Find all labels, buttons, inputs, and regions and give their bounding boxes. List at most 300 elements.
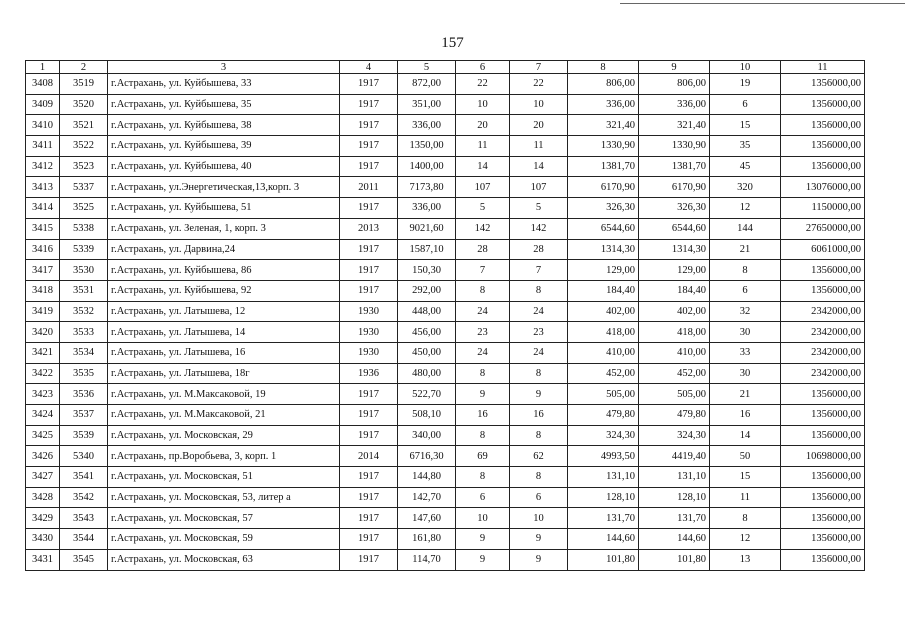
table-cell-col-7: 24 — [510, 342, 568, 363]
table-cell-col-6: 9 — [456, 384, 510, 405]
table-cell-col-11: 1356000,00 — [781, 260, 865, 281]
table-cell-col-8: 1381,70 — [568, 156, 639, 177]
table-cell-col-1: 3420 — [26, 322, 60, 343]
table-cell-col-11: 1356000,00 — [781, 74, 865, 95]
table-cell-col-1: 3408 — [26, 74, 60, 95]
table-cell-col-8: 402,00 — [568, 301, 639, 322]
table-cell-col-7: 6 — [510, 487, 568, 508]
table-cell-col-10: 35 — [710, 136, 781, 157]
table-cell-col-11: 13076000,00 — [781, 177, 865, 198]
table-cell-col-10: 320 — [710, 177, 781, 198]
table-cell-col-10: 6 — [710, 94, 781, 115]
table-cell-col-11: 2342000,00 — [781, 322, 865, 343]
table-cell-col-2: 3531 — [60, 280, 108, 301]
column-header-9: 9 — [639, 61, 710, 74]
top-edge-line — [620, 3, 905, 4]
table-row — [26, 425, 865, 446]
table-cell-col-10: 13 — [710, 549, 781, 570]
table-cell-col-8: 129,00 — [568, 260, 639, 281]
table-cell-col-2: 3521 — [60, 115, 108, 136]
table-cell-col-11: 10698000,00 — [781, 446, 865, 467]
table-cell-col-4: 2011 — [340, 177, 398, 198]
table-row — [26, 280, 865, 301]
table-cell-col-4: 1917 — [340, 136, 398, 157]
table-cell-col-8: 184,40 — [568, 280, 639, 301]
table-cell-col-10: 14 — [710, 425, 781, 446]
table-cell-col-10: 33 — [710, 342, 781, 363]
table-cell-col-11: 27650000,00 — [781, 218, 865, 239]
table-cell-col-7: 11 — [510, 136, 568, 157]
table-row — [26, 405, 865, 426]
table-cell-col-5: 9021,60 — [398, 218, 456, 239]
table-cell-col-3: г.Астрахань, ул. Куйбышева, 33 — [108, 74, 340, 95]
table-cell-col-10: 8 — [710, 508, 781, 529]
table-cell-col-10: 50 — [710, 446, 781, 467]
table-cell-col-11: 1356000,00 — [781, 487, 865, 508]
table-cell-col-1: 3423 — [26, 384, 60, 405]
column-header-4: 4 — [340, 61, 398, 74]
table-cell-col-8: 410,00 — [568, 342, 639, 363]
table-cell-col-8: 131,70 — [568, 508, 639, 529]
table-cell-col-3: г.Астрахань, ул. Московская, 59 — [108, 529, 340, 550]
table-cell-col-2: 3533 — [60, 322, 108, 343]
table-cell-col-2: 5340 — [60, 446, 108, 467]
table-cell-col-11: 1356000,00 — [781, 94, 865, 115]
table-cell-col-3: г.Астрахань, ул. Московская, 53, литер а — [108, 487, 340, 508]
table-cell-col-11: 2342000,00 — [781, 342, 865, 363]
table-cell-col-1: 3425 — [26, 425, 60, 446]
table-cell-col-6: 22 — [456, 74, 510, 95]
table-cell-col-8: 131,10 — [568, 467, 639, 488]
table-cell-col-9: 4419,40 — [639, 446, 710, 467]
table-cell-col-5: 872,00 — [398, 74, 456, 95]
table-cell-col-5: 340,00 — [398, 425, 456, 446]
table-cell-col-7: 107 — [510, 177, 568, 198]
table-cell-col-4: 1936 — [340, 363, 398, 384]
table-cell-col-1: 3428 — [26, 487, 60, 508]
table-cell-col-3: г.Астрахань, ул. Дарвина,24 — [108, 239, 340, 260]
table-cell-col-2: 3519 — [60, 74, 108, 95]
table-cell-col-10: 12 — [710, 198, 781, 219]
table-cell-col-9: 101,80 — [639, 549, 710, 570]
table-cell-col-5: 456,00 — [398, 322, 456, 343]
table-cell-col-6: 10 — [456, 94, 510, 115]
table-cell-col-9: 806,00 — [639, 74, 710, 95]
table-cell-col-6: 11 — [456, 136, 510, 157]
table-cell-col-9: 1381,70 — [639, 156, 710, 177]
table-cell-col-5: 142,70 — [398, 487, 456, 508]
table-cell-col-2: 3543 — [60, 508, 108, 529]
table-cell-col-8: 336,00 — [568, 94, 639, 115]
table-cell-col-9: 131,70 — [639, 508, 710, 529]
table-cell-col-1: 3426 — [26, 446, 60, 467]
table-cell-col-6: 6 — [456, 487, 510, 508]
table-row — [26, 549, 865, 570]
table-cell-col-9: 184,40 — [639, 280, 710, 301]
table-cell-col-3: г.Астрахань, ул. М.Максаковой, 19 — [108, 384, 340, 405]
table-cell-col-11: 1356000,00 — [781, 529, 865, 550]
table-cell-col-6: 69 — [456, 446, 510, 467]
table-cell-col-1: 3418 — [26, 280, 60, 301]
table-cell-col-10: 16 — [710, 405, 781, 426]
table-cell-col-6: 142 — [456, 218, 510, 239]
table-cell-col-2: 3545 — [60, 549, 108, 570]
table-cell-col-10: 6 — [710, 280, 781, 301]
table-cell-col-4: 1917 — [340, 405, 398, 426]
table-cell-col-2: 3525 — [60, 198, 108, 219]
table-cell-col-9: 129,00 — [639, 260, 710, 281]
table-cell-col-6: 9 — [456, 549, 510, 570]
table-row — [26, 177, 865, 198]
table-cell-col-4: 1917 — [340, 467, 398, 488]
table-cell-col-7: 10 — [510, 94, 568, 115]
table-cell-col-8: 324,30 — [568, 425, 639, 446]
table-cell-col-1: 3422 — [26, 363, 60, 384]
table-cell-col-8: 326,30 — [568, 198, 639, 219]
table-cell-col-5: 161,80 — [398, 529, 456, 550]
table-cell-col-5: 450,00 — [398, 342, 456, 363]
table-cell-col-4: 1917 — [340, 239, 398, 260]
table-cell-col-8: 101,80 — [568, 549, 639, 570]
table-cell-col-11: 1356000,00 — [781, 384, 865, 405]
housing-registry-table — [25, 60, 865, 571]
table-cell-col-1: 3410 — [26, 115, 60, 136]
table-cell-col-11: 2342000,00 — [781, 363, 865, 384]
table-cell-col-5: 114,70 — [398, 549, 456, 570]
table-row — [26, 384, 865, 405]
table-row — [26, 508, 865, 529]
table-cell-col-8: 4993,50 — [568, 446, 639, 467]
table-cell-col-3: г.Астрахань, ул. Куйбышева, 40 — [108, 156, 340, 177]
table-cell-col-10: 19 — [710, 74, 781, 95]
table-cell-col-7: 9 — [510, 549, 568, 570]
table-cell-col-10: 15 — [710, 467, 781, 488]
table-row — [26, 218, 865, 239]
table-cell-col-1: 3411 — [26, 136, 60, 157]
table-cell-col-5: 292,00 — [398, 280, 456, 301]
table-cell-col-4: 1917 — [340, 115, 398, 136]
table-cell-col-4: 1917 — [340, 549, 398, 570]
table-cell-col-4: 1917 — [340, 425, 398, 446]
table-cell-col-5: 480,00 — [398, 363, 456, 384]
table-row — [26, 136, 865, 157]
table-cell-col-1: 3421 — [26, 342, 60, 363]
table-cell-col-8: 505,00 — [568, 384, 639, 405]
table-cell-col-7: 20 — [510, 115, 568, 136]
table-cell-col-2: 3537 — [60, 405, 108, 426]
table-cell-col-9: 418,00 — [639, 322, 710, 343]
table-cell-col-9: 336,00 — [639, 94, 710, 115]
table-cell-col-8: 321,40 — [568, 115, 639, 136]
table-cell-col-8: 479,80 — [568, 405, 639, 426]
table-cell-col-6: 8 — [456, 280, 510, 301]
table-cell-col-2: 3541 — [60, 467, 108, 488]
table-cell-col-2: 5339 — [60, 239, 108, 260]
table-cell-col-2: 3532 — [60, 301, 108, 322]
column-header-3: 3 — [108, 61, 340, 74]
table-cell-col-7: 5 — [510, 198, 568, 219]
table-cell-col-4: 1917 — [340, 74, 398, 95]
table-cell-col-11: 1356000,00 — [781, 136, 865, 157]
table-cell-col-5: 351,00 — [398, 94, 456, 115]
table-cell-col-4: 1917 — [340, 487, 398, 508]
column-header-5: 5 — [398, 61, 456, 74]
table-cell-col-8: 128,10 — [568, 487, 639, 508]
table-cell-col-4: 1930 — [340, 322, 398, 343]
table-cell-col-10: 21 — [710, 239, 781, 260]
table-cell-col-9: 505,00 — [639, 384, 710, 405]
table-cell-col-2: 3522 — [60, 136, 108, 157]
table-cell-col-3: г.Астрахань, ул. Московская, 51 — [108, 467, 340, 488]
table-cell-col-4: 1917 — [340, 508, 398, 529]
column-header-1: 1 — [26, 61, 60, 74]
table-cell-col-11: 1356000,00 — [781, 405, 865, 426]
table-cell-col-11: 1150000,00 — [781, 198, 865, 219]
table-cell-col-7: 142 — [510, 218, 568, 239]
header-row — [26, 61, 865, 74]
table-cell-col-7: 8 — [510, 467, 568, 488]
table-cell-col-9: 410,00 — [639, 342, 710, 363]
table-row — [26, 115, 865, 136]
table-cell-col-11: 1356000,00 — [781, 115, 865, 136]
table-cell-col-8: 452,00 — [568, 363, 639, 384]
table-cell-col-6: 10 — [456, 508, 510, 529]
table-cell-col-4: 1930 — [340, 342, 398, 363]
page-number: 157 — [441, 35, 464, 51]
table-cell-col-2: 3520 — [60, 94, 108, 115]
table-cell-col-9: 1330,90 — [639, 136, 710, 157]
table-cell-col-7: 8 — [510, 363, 568, 384]
table-cell-col-3: г.Астрахань, ул. Куйбышева, 92 — [108, 280, 340, 301]
table-cell-col-9: 1314,30 — [639, 239, 710, 260]
table-cell-col-1: 3419 — [26, 301, 60, 322]
table-cell-col-7: 9 — [510, 384, 568, 405]
table-cell-col-3: г.Астрахань, ул. Куйбышева, 38 — [108, 115, 340, 136]
table-body — [26, 74, 865, 571]
table-cell-col-7: 8 — [510, 280, 568, 301]
table-cell-col-5: 147,60 — [398, 508, 456, 529]
table-cell-col-5: 448,00 — [398, 301, 456, 322]
table-cell-col-6: 7 — [456, 260, 510, 281]
table-cell-col-10: 12 — [710, 529, 781, 550]
column-header-6: 6 — [456, 61, 510, 74]
table-cell-col-6: 23 — [456, 322, 510, 343]
table-cell-col-10: 8 — [710, 260, 781, 281]
table-cell-col-1: 3414 — [26, 198, 60, 219]
table-cell-col-1: 3427 — [26, 467, 60, 488]
table-cell-col-3: г.Астрахань, ул. Зеленая, 1, корп. 3 — [108, 218, 340, 239]
table-cell-col-5: 522,70 — [398, 384, 456, 405]
table-header — [26, 61, 865, 74]
table-cell-col-9: 321,40 — [639, 115, 710, 136]
table-cell-col-5: 336,00 — [398, 198, 456, 219]
table-cell-col-6: 8 — [456, 467, 510, 488]
table-cell-col-11: 1356000,00 — [781, 156, 865, 177]
table-cell-col-10: 32 — [710, 301, 781, 322]
table-cell-col-3: г.Астрахань, ул. Московская, 29 — [108, 425, 340, 446]
column-header-8: 8 — [568, 61, 639, 74]
table-cell-col-11: 1356000,00 — [781, 508, 865, 529]
table-cell-col-3: г.Астрахань, ул. М.Максаковой, 21 — [108, 405, 340, 426]
table-cell-col-4: 1930 — [340, 301, 398, 322]
table-cell-col-2: 5338 — [60, 218, 108, 239]
table-cell-col-11: 1356000,00 — [781, 280, 865, 301]
table-cell-col-6: 24 — [456, 342, 510, 363]
table-cell-col-2: 3539 — [60, 425, 108, 446]
table-cell-col-4: 1917 — [340, 384, 398, 405]
table-cell-col-8: 1314,30 — [568, 239, 639, 260]
table-cell-col-7: 8 — [510, 425, 568, 446]
table-cell-col-4: 2014 — [340, 446, 398, 467]
table-cell-col-8: 6170,90 — [568, 177, 639, 198]
table-row — [26, 467, 865, 488]
table-cell-col-3: г.Астрахань, ул. Куйбышева, 86 — [108, 260, 340, 281]
column-header-11: 11 — [781, 61, 865, 74]
table-cell-col-2: 3544 — [60, 529, 108, 550]
table-cell-col-8: 144,60 — [568, 529, 639, 550]
table-cell-col-5: 508,10 — [398, 405, 456, 426]
table-cell-col-1: 3431 — [26, 549, 60, 570]
table-row — [26, 198, 865, 219]
table-cell-col-1: 3430 — [26, 529, 60, 550]
table-cell-col-7: 14 — [510, 156, 568, 177]
table-cell-col-8: 418,00 — [568, 322, 639, 343]
column-header-2: 2 — [60, 61, 108, 74]
table-cell-col-6: 20 — [456, 115, 510, 136]
table-cell-col-8: 6544,60 — [568, 218, 639, 239]
table-cell-col-4: 1917 — [340, 260, 398, 281]
table-cell-col-6: 16 — [456, 405, 510, 426]
table-cell-col-11: 1356000,00 — [781, 425, 865, 446]
table-cell-col-10: 21 — [710, 384, 781, 405]
table-cell-col-1: 3415 — [26, 218, 60, 239]
table-cell-col-6: 24 — [456, 301, 510, 322]
table-cell-col-8: 1330,90 — [568, 136, 639, 157]
table-cell-col-3: г.Астрахань, пр.Воробьева, 3, корп. 1 — [108, 446, 340, 467]
table-cell-col-5: 1350,00 — [398, 136, 456, 157]
table-cell-col-1: 3412 — [26, 156, 60, 177]
table-cell-col-3: г.Астрахань, ул. Латышева, 14 — [108, 322, 340, 343]
table-cell-col-7: 16 — [510, 405, 568, 426]
table-row — [26, 74, 865, 95]
table-cell-col-5: 144,80 — [398, 467, 456, 488]
table-cell-col-1: 3409 — [26, 94, 60, 115]
table-cell-col-5: 7173,80 — [398, 177, 456, 198]
table-cell-col-6: 8 — [456, 363, 510, 384]
table-cell-col-1: 3429 — [26, 508, 60, 529]
table-cell-col-6: 28 — [456, 239, 510, 260]
table-cell-col-9: 324,30 — [639, 425, 710, 446]
table-row — [26, 322, 865, 343]
table-cell-col-1: 3416 — [26, 239, 60, 260]
table-cell-col-9: 131,10 — [639, 467, 710, 488]
table-cell-col-4: 1917 — [340, 529, 398, 550]
table-cell-col-4: 1917 — [340, 198, 398, 219]
table-row — [26, 446, 865, 467]
table-cell-col-9: 479,80 — [639, 405, 710, 426]
table-cell-col-5: 1400,00 — [398, 156, 456, 177]
table-cell-col-5: 6716,30 — [398, 446, 456, 467]
table-cell-col-4: 1917 — [340, 94, 398, 115]
table-cell-col-9: 452,00 — [639, 363, 710, 384]
table-cell-col-10: 144 — [710, 218, 781, 239]
table-row — [26, 342, 865, 363]
table-cell-col-9: 6544,60 — [639, 218, 710, 239]
table-cell-col-9: 6170,90 — [639, 177, 710, 198]
table-cell-col-6: 14 — [456, 156, 510, 177]
table-cell-col-2: 3534 — [60, 342, 108, 363]
table-cell-col-4: 1917 — [340, 280, 398, 301]
table-cell-col-1: 3424 — [26, 405, 60, 426]
table-cell-col-3: г.Астрахань, ул. Куйбышева, 35 — [108, 94, 340, 115]
table-cell-col-10: 11 — [710, 487, 781, 508]
table-cell-col-3: г.Астрахань, ул. Куйбышева, 51 — [108, 198, 340, 219]
column-header-7: 7 — [510, 61, 568, 74]
table-row — [26, 487, 865, 508]
table-cell-col-6: 8 — [456, 425, 510, 446]
table-cell-col-10: 15 — [710, 115, 781, 136]
table-cell-col-7: 9 — [510, 529, 568, 550]
table-cell-col-7: 24 — [510, 301, 568, 322]
table-cell-col-7: 22 — [510, 74, 568, 95]
table-cell-col-2: 3530 — [60, 260, 108, 281]
table-cell-col-3: г.Астрахань, ул. Куйбышева, 39 — [108, 136, 340, 157]
table-cell-col-3: г.Астрахань, ул. Латышева, 16 — [108, 342, 340, 363]
table-cell-col-4: 1917 — [340, 156, 398, 177]
table-cell-col-2: 3542 — [60, 487, 108, 508]
table-cell-col-7: 28 — [510, 239, 568, 260]
table-cell-col-3: г.Астрахань, ул. Латышева, 18г — [108, 363, 340, 384]
table-cell-col-9: 144,60 — [639, 529, 710, 550]
table-cell-col-9: 326,30 — [639, 198, 710, 219]
table-cell-col-6: 107 — [456, 177, 510, 198]
table-cell-col-10: 30 — [710, 322, 781, 343]
table-row — [26, 363, 865, 384]
table-cell-col-3: г.Астрахань, ул.Энергетическая,13,корп. 3 — [108, 177, 340, 198]
table-cell-col-11: 6061000,00 — [781, 239, 865, 260]
table-cell-col-2: 3523 — [60, 156, 108, 177]
table-cell-col-5: 150,30 — [398, 260, 456, 281]
table-cell-col-2: 3536 — [60, 384, 108, 405]
table-cell-col-3: г.Астрахань, ул. Московская, 57 — [108, 508, 340, 529]
table-cell-col-1: 3417 — [26, 260, 60, 281]
table-cell-col-11: 1356000,00 — [781, 467, 865, 488]
table-cell-col-11: 1356000,00 — [781, 549, 865, 570]
table-row — [26, 301, 865, 322]
table-row — [26, 156, 865, 177]
table-cell-col-5: 1587,10 — [398, 239, 456, 260]
table-cell-col-11: 2342000,00 — [781, 301, 865, 322]
column-header-10: 10 — [710, 61, 781, 74]
table-cell-col-9: 128,10 — [639, 487, 710, 508]
table-row — [26, 239, 865, 260]
table-cell-col-10: 45 — [710, 156, 781, 177]
table-cell-col-7: 62 — [510, 446, 568, 467]
table-cell-col-5: 336,00 — [398, 115, 456, 136]
table-cell-col-3: г.Астрахань, ул. Латышева, 12 — [108, 301, 340, 322]
table-cell-col-2: 5337 — [60, 177, 108, 198]
table-cell-col-3: г.Астрахань, ул. Московская, 63 — [108, 549, 340, 570]
table-cell-col-1: 3413 — [26, 177, 60, 198]
table-cell-col-7: 10 — [510, 508, 568, 529]
table-cell-col-4: 2013 — [340, 218, 398, 239]
table-row — [26, 94, 865, 115]
table-row — [26, 529, 865, 550]
table-cell-col-7: 7 — [510, 260, 568, 281]
table-cell-col-2: 3535 — [60, 363, 108, 384]
table-row — [26, 260, 865, 281]
table-cell-col-9: 402,00 — [639, 301, 710, 322]
